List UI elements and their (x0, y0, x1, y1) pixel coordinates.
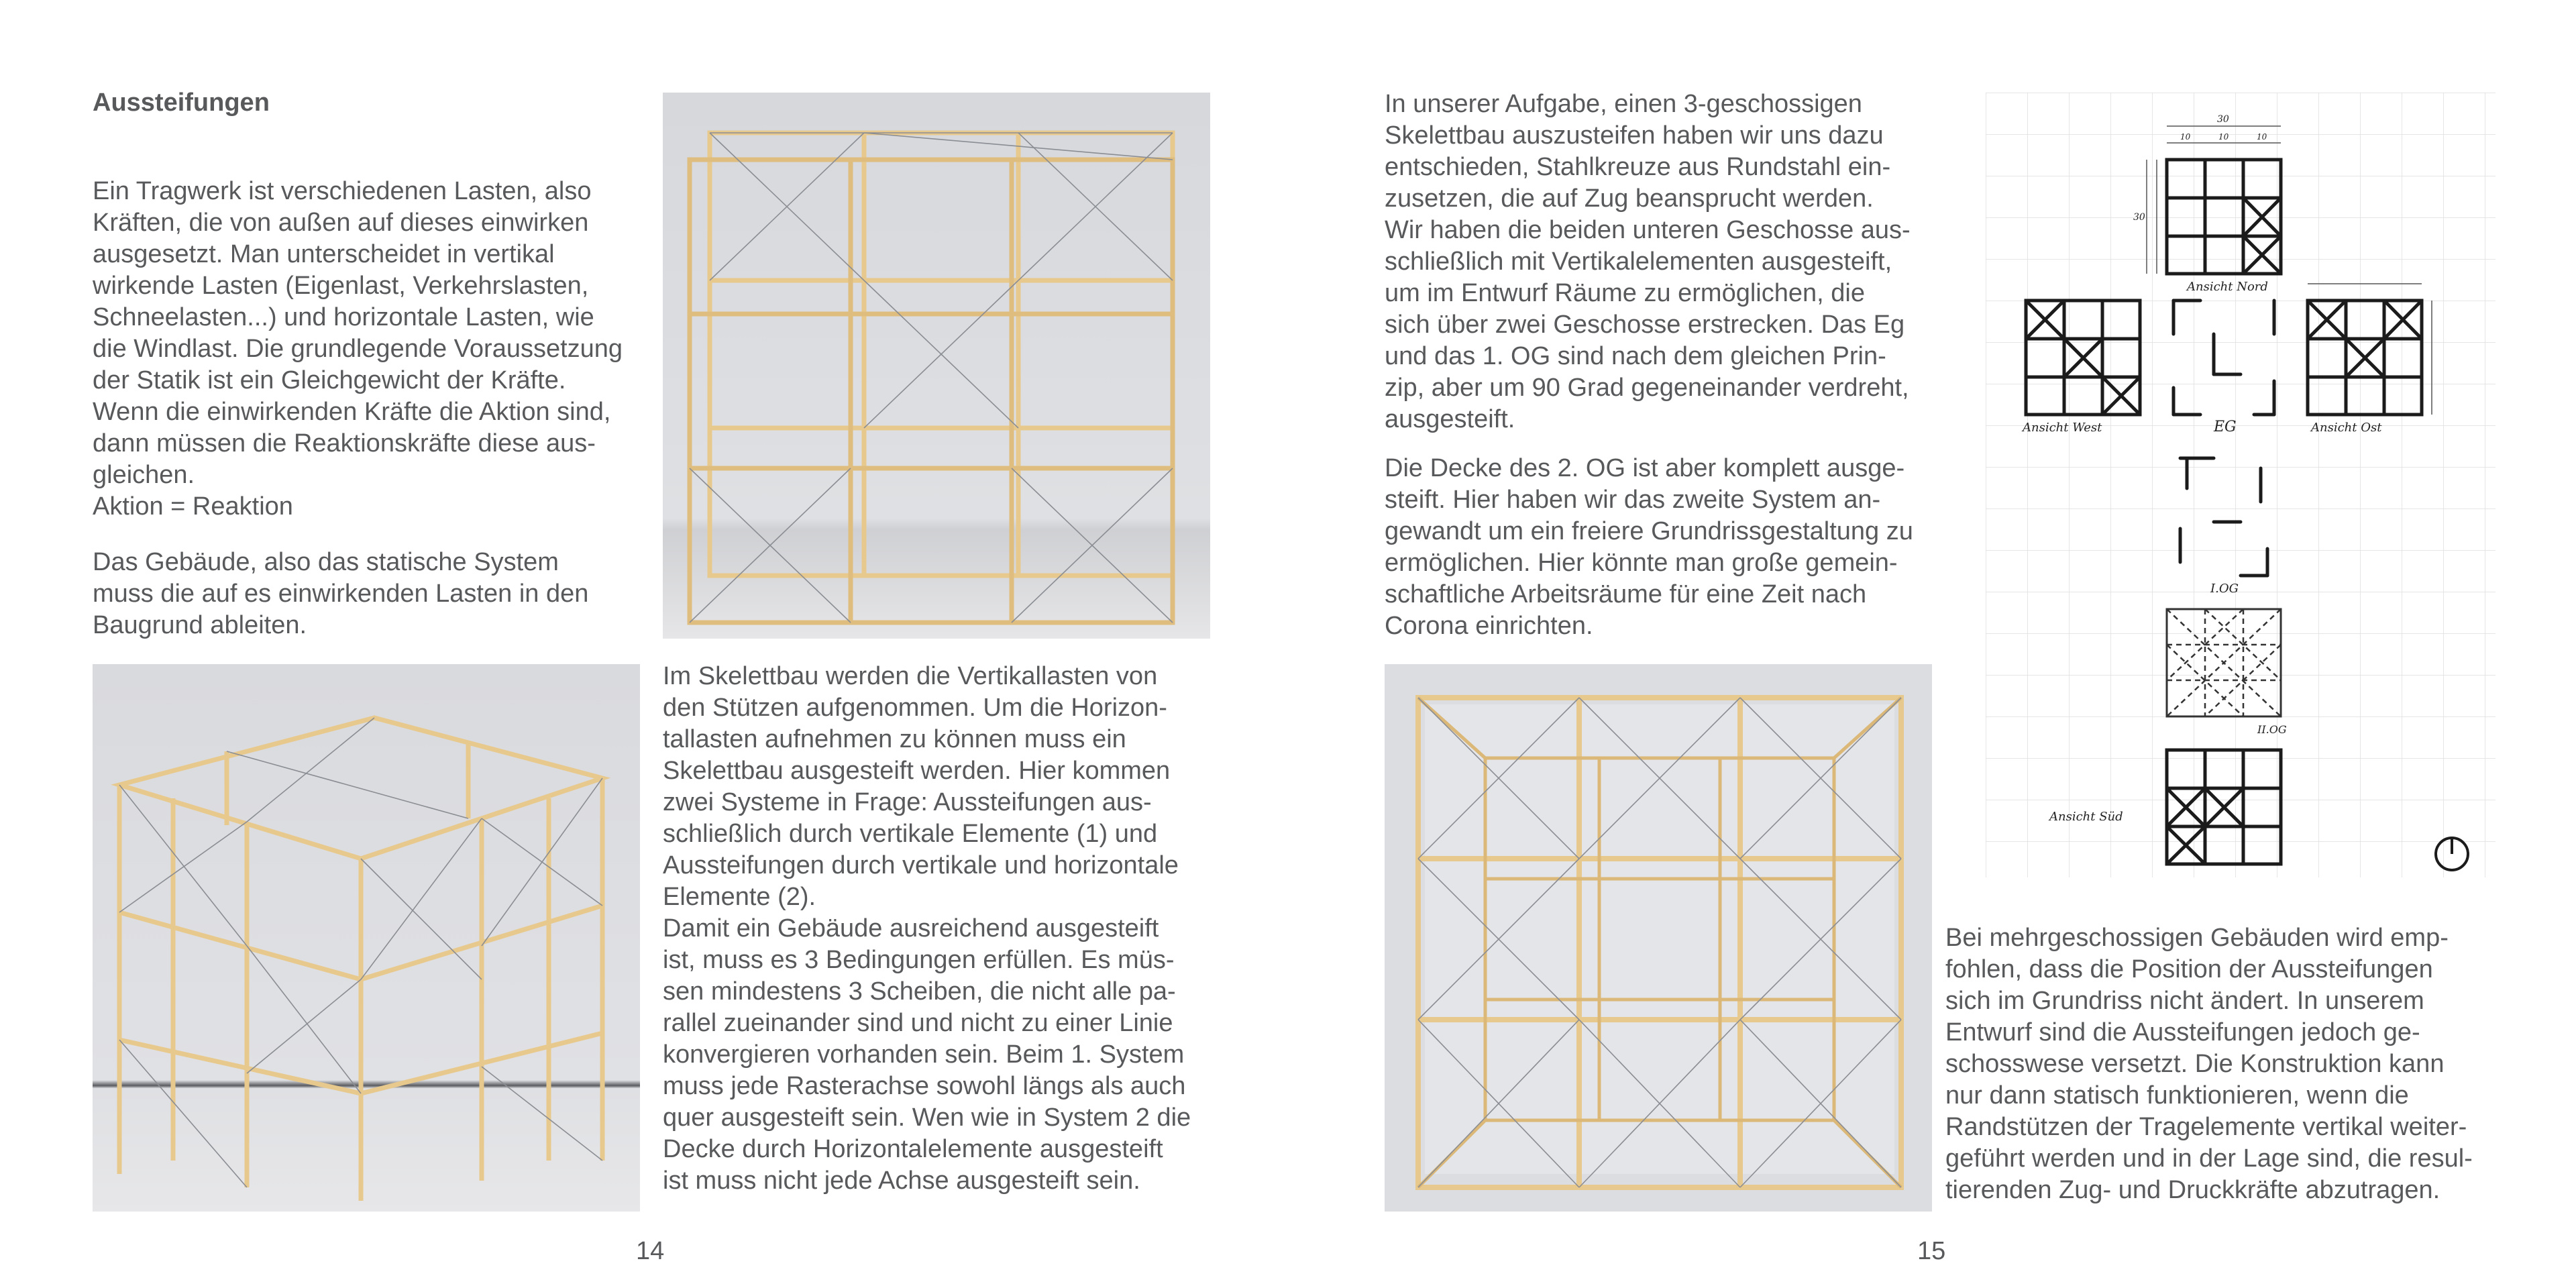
dim-total-label: 30 (2217, 114, 2229, 125)
task-paragraph: In unserer Aufgabe, einen 3-geschossigen Skelettbau auszusteifen haben wir uns dazu entschieden, Stahlkreuze aus Rundstahl ein- zusetzen, die auf Zug beansprucht werden. Wir haben die beiden unteren Geschosse aus- schließlich mit Vertikalelementen ausgesteift, um im Entwurf Räume zu ermöglichen, die sich über zwei Geschosse erstrecken. Das Eg und das 1. OG sind nach dem gleichen Prin- zip, aber um 90 Grad gegeneinander verdreht, ausgesteift. (1385, 90, 1911, 433)
model-photo-front (663, 93, 1210, 639)
skeleton-paragraph: Im Skelettbau werden die Vertikallasten von den Stützen aufgenommen. Um die Horizon- tallasten aufnehmen zu können muss ein Skelettbau ausgesteift werden. Hier kommen zwei Systeme in Frage: Aussteifungen aus- schließlich durch vertikale Elemente (1) und Aussteifungen durch vertikale und horizontale Elemente (2). Damit ein Gebäude ausreichend ausgesteift ist, muss es 3 Bedingungen erfüllen. Es müs- sen mindestens 3 Scheiben, die nicht alle pa- rallel zueinander sind und nicht zu einer Linie konvergieren vorhanden sein. Beim 1. System muss jede Rasterachse sowohl längs als auch quer ausgesteift sein. Wen wie in System 2 die Decke durch Horizontalelemente ausgesteift ist muss nicht jede Achse ausgesteift sein. (663, 662, 1191, 1195)
right-page (1288, 0, 2576, 1288)
label-ii-og: II.OG (2257, 723, 2287, 736)
ceiling-paragraph: Die Decke des 2. OG ist aber komplett ausge- steift. Hier haben wir das zweite System an- gewandt um ein freiere Grundrissgestaltung zu ermöglichen. Hier könnte man große gemein- schaftliche Arbeitsräume für eine Zeit nach Corona einrichten. (1385, 454, 1913, 640)
label-ansicht-sued: Ansicht Süd (2049, 810, 2123, 824)
label-i-og: I.OG (2210, 582, 2239, 596)
building-paragraph: Das Gebäude, also das statische System muss die auf es einwirkenden Lasten in den Baugrund ableiten. (93, 548, 589, 639)
page-number-right: 15 (1917, 1237, 1946, 1265)
bracing-sketch (1986, 93, 2496, 877)
multistorey-paragraph: Bei mehrgeschossigen Gebäuden wird emp- fohlen, dass die Position der Aussteifungen sich im Grundriss nicht ändert. In unserem Entwurf sind die Aussteifungen jedoch ge- schosswese versetzt. Die Konstruktion kann nur dann statisch funktionieren, wenn die Randstützen der Tragelemente vertikal weiter- geführt werden und in der Lage sind, die resul- tierenden Zug- und Druckkräfte abzutragen. (1945, 924, 2473, 1204)
dim-height-label: 30 (2133, 212, 2145, 223)
model-photo-perspective (93, 664, 640, 1212)
dim-bay-a-label: 10 (2180, 132, 2191, 142)
section-heading: Aussteifungen (93, 89, 270, 117)
intro-paragraph: Ein Tragwerk ist verschiedenen Lasten, also Kräften, die von außen auf dieses einwirken ausgesetzt. Man unterscheidet in vertikal wirkende Lasten (Eigenlast, Verkehrslasten, Schneelasten...) und horizontale Lasten, wie die Windlast. Die grundlegende Voraussetzung der Statik ist ein Gleichgewicht der Kräfte. Wenn die einwirkenden Kräfte die Aktion sind, dann müssen die Reaktionskräfte diese aus- gleichen. Aktion = Reaktion (93, 177, 623, 521)
model-photo-top (1385, 664, 1932, 1212)
page-number-left: 14 (636, 1237, 665, 1265)
dim-bay-c-label: 10 (2257, 132, 2267, 142)
label-eg: EG (2214, 419, 2237, 435)
label-ansicht-ost: Ansicht Ost (2311, 421, 2382, 435)
dim-bay-b-label: 10 (2218, 132, 2229, 142)
label-ansicht-nord: Ansicht Nord (2187, 280, 2268, 294)
label-ansicht-west: Ansicht West (2023, 421, 2102, 435)
